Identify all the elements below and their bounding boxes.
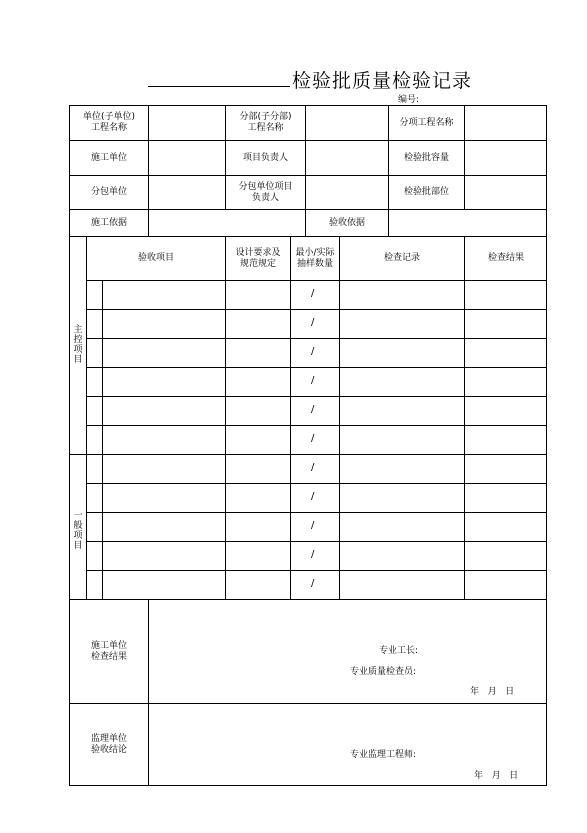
sample-slash: / bbox=[311, 288, 315, 299]
subcontract-unit-label: 分包单位 bbox=[90, 187, 127, 197]
col-acceptance-item: 验收项目 bbox=[137, 253, 174, 263]
serial-number-label: 编号: bbox=[398, 95, 420, 105]
date-line-1: 年 月 日 bbox=[470, 687, 515, 697]
sample-slash: / bbox=[311, 520, 315, 531]
sample-slash: / bbox=[311, 578, 315, 589]
main-items-label: 主控项目 bbox=[73, 325, 83, 365]
supervision-accept-label: 监理单位 验收结论 bbox=[90, 734, 127, 755]
sample-slash: / bbox=[311, 346, 315, 357]
unit-project-label: 单位(子单位) 工程名称 bbox=[82, 112, 136, 133]
sample-slash: / bbox=[311, 491, 315, 502]
batch-location-label: 检验批部位 bbox=[403, 187, 449, 197]
sample-slash: / bbox=[311, 317, 315, 328]
subitem-project-label: 分项工程名称 bbox=[399, 117, 454, 128]
sample-slash: / bbox=[311, 433, 315, 444]
sample-slash: / bbox=[311, 462, 315, 473]
date-line-2: 年 月 日 bbox=[474, 771, 519, 781]
col-design-requirement: 设计要求及 规范规定 bbox=[235, 247, 281, 269]
general-items-label: 一般项目 bbox=[73, 511, 83, 551]
col-check-result: 检查结果 bbox=[487, 253, 524, 263]
sample-slash: / bbox=[311, 375, 315, 386]
quality-inspector-label: 专业质量检查员: bbox=[350, 667, 417, 677]
construction-unit-label: 施工单位 bbox=[90, 152, 127, 163]
title-blank-line bbox=[148, 86, 290, 87]
acceptance-basis-label: 验收依据 bbox=[328, 217, 365, 228]
batch-capacity-label: 检验批容量 bbox=[403, 152, 449, 163]
page-title: 检验批质量检验记录 bbox=[292, 70, 473, 92]
col-sample-quantity: 最小/实际 抽样数量 bbox=[295, 247, 335, 269]
division-project-label: 分部(子分部) 工程名称 bbox=[239, 112, 292, 133]
sample-slash: / bbox=[311, 549, 315, 560]
supervisor-label: 专业监理工程师: bbox=[350, 750, 417, 760]
col-check-record: 检查记录 bbox=[383, 253, 420, 263]
construction-check-label: 施工单位 检查结果 bbox=[90, 640, 127, 662]
foreman-label: 专业工长: bbox=[379, 646, 419, 656]
construction-basis-label: 施工依据 bbox=[90, 217, 127, 228]
sample-slash: / bbox=[311, 404, 315, 415]
project-manager-label: 项目负责人 bbox=[242, 152, 288, 163]
subcontract-manager-label: 分包单位项目 负责人 bbox=[238, 181, 293, 203]
